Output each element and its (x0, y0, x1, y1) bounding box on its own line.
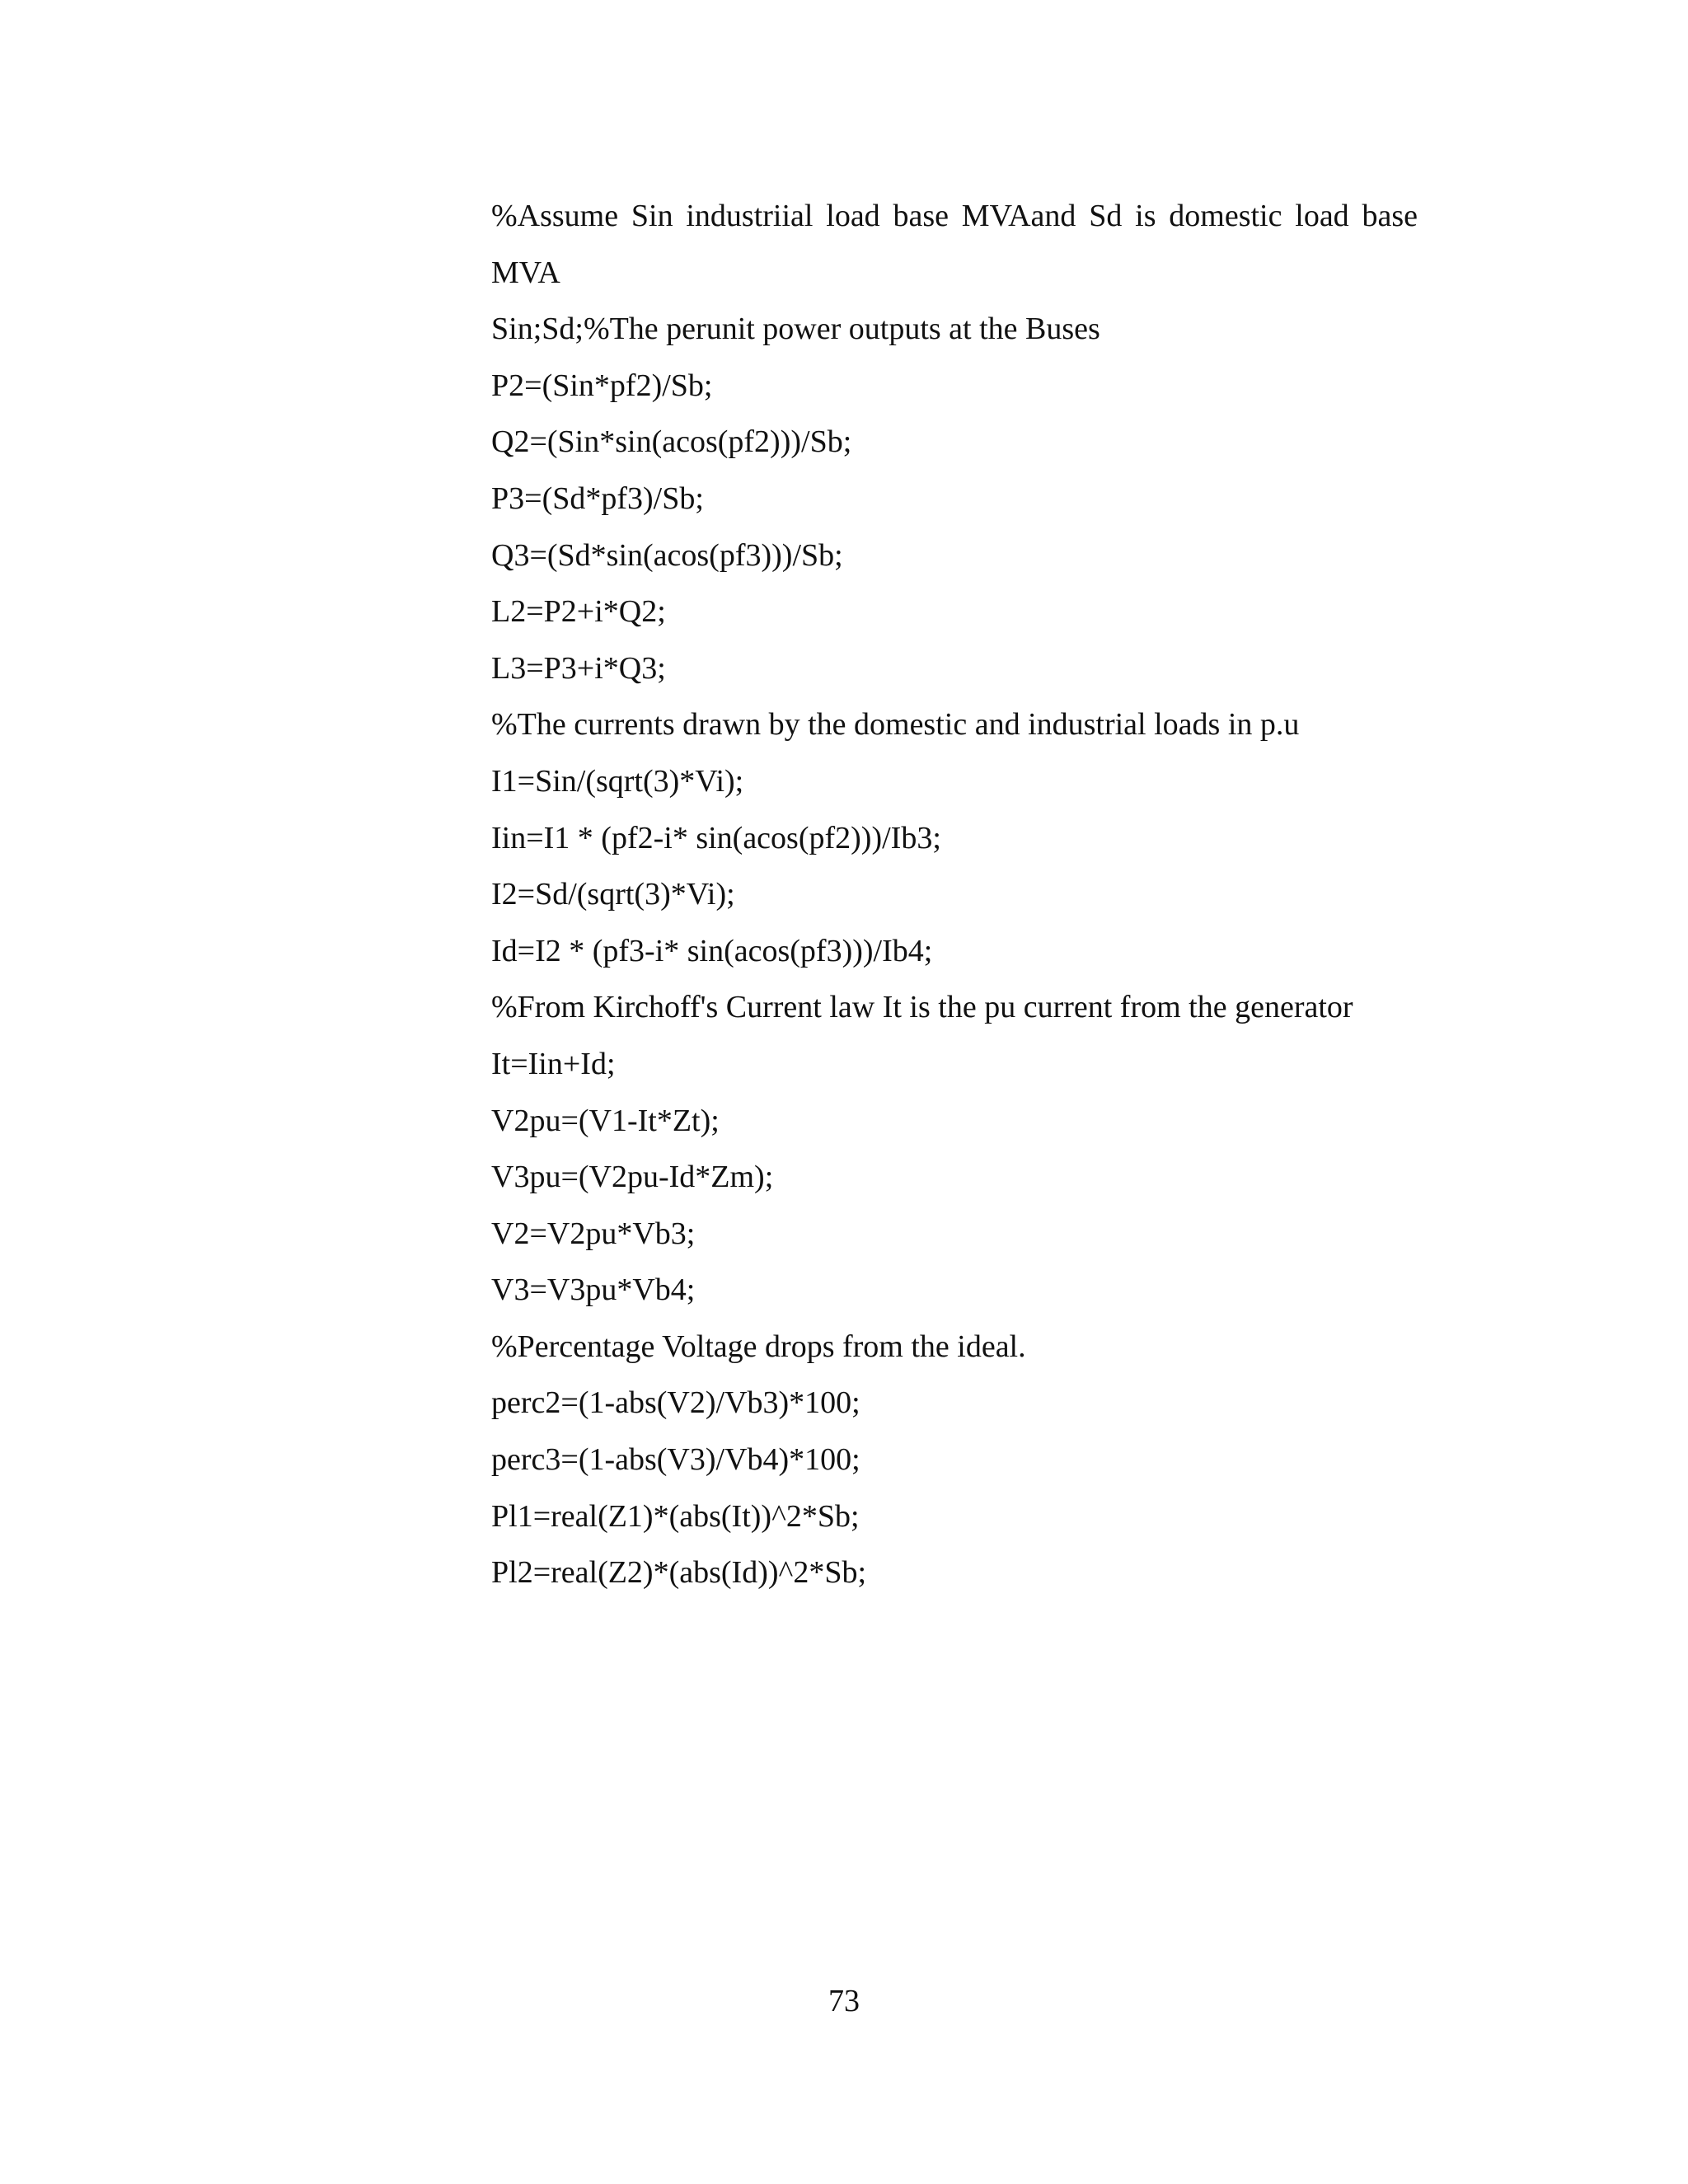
code-line: V3=V3pu*Vb4; (491, 1272, 696, 1308)
code-line: P3=(Sd*pf3)/Sb; (491, 480, 704, 516)
code-line: %From Kirchoff's Current law It is the pu current from the generator (491, 990, 1353, 1025)
matlab-code-block (491, 191, 1431, 1605)
code-line: L3=P3+i*Q3; (491, 650, 666, 686)
code-line: V2=V2pu*Vb3; (491, 1216, 696, 1251)
code-line: I1=Sin/(sqrt(3)*Vi); (491, 763, 744, 799)
code-line: V3pu=(V2pu-Id*Zm); (491, 1160, 774, 1195)
code-line: perc2=(1-abs(V2)/Vb3)*100; (491, 1385, 860, 1421)
code-line: V2pu=(V1-It*Zt); (491, 1103, 720, 1138)
code-line: It=Iin+Id; (491, 1046, 616, 1081)
code-line: %The currents drawn by the domestic and industrial loads in p.u (491, 707, 1300, 743)
code-line: Iin=I1 * (pf2-i* sin(acos(pf2)))/Ib3; (491, 820, 941, 855)
code-line: Sin;Sd;%The perunit power outputs at the Buses (491, 312, 1100, 347)
code-line: %Percentage Voltage drops from the ideal. (491, 1329, 1026, 1364)
code-line: perc3=(1-abs(V3)/Vb4)*100; (491, 1442, 860, 1478)
code-line: Pl2=real(Z2)*(abs(Id))^2*Sb; (491, 1555, 867, 1591)
code-line: Id=I2 * (pf3-i* sin(acos(pf3)))/Ib4; (491, 933, 933, 968)
code-line: Pl1=real(Z1)*(abs(It))^2*Sb; (491, 1498, 860, 1534)
code-line: I2=Sd/(sqrt(3)*Vi); (491, 877, 735, 912)
code-line: L2=P2+i*Q2; (491, 594, 666, 630)
code-line: Q3=(Sd*sin(acos(pf3)))/Sb; (491, 537, 843, 573)
page-number: 73 (828, 1984, 860, 2018)
code-line: P2=(Sin*pf2)/Sb; (491, 368, 713, 403)
code-line: %Assume Sin industriial load base MVAand Sd is domestic load base (491, 199, 1418, 233)
code-line: Q2=(Sin*sin(acos(pf2)))/Sb; (491, 424, 852, 460)
code-line: MVA (491, 255, 560, 290)
